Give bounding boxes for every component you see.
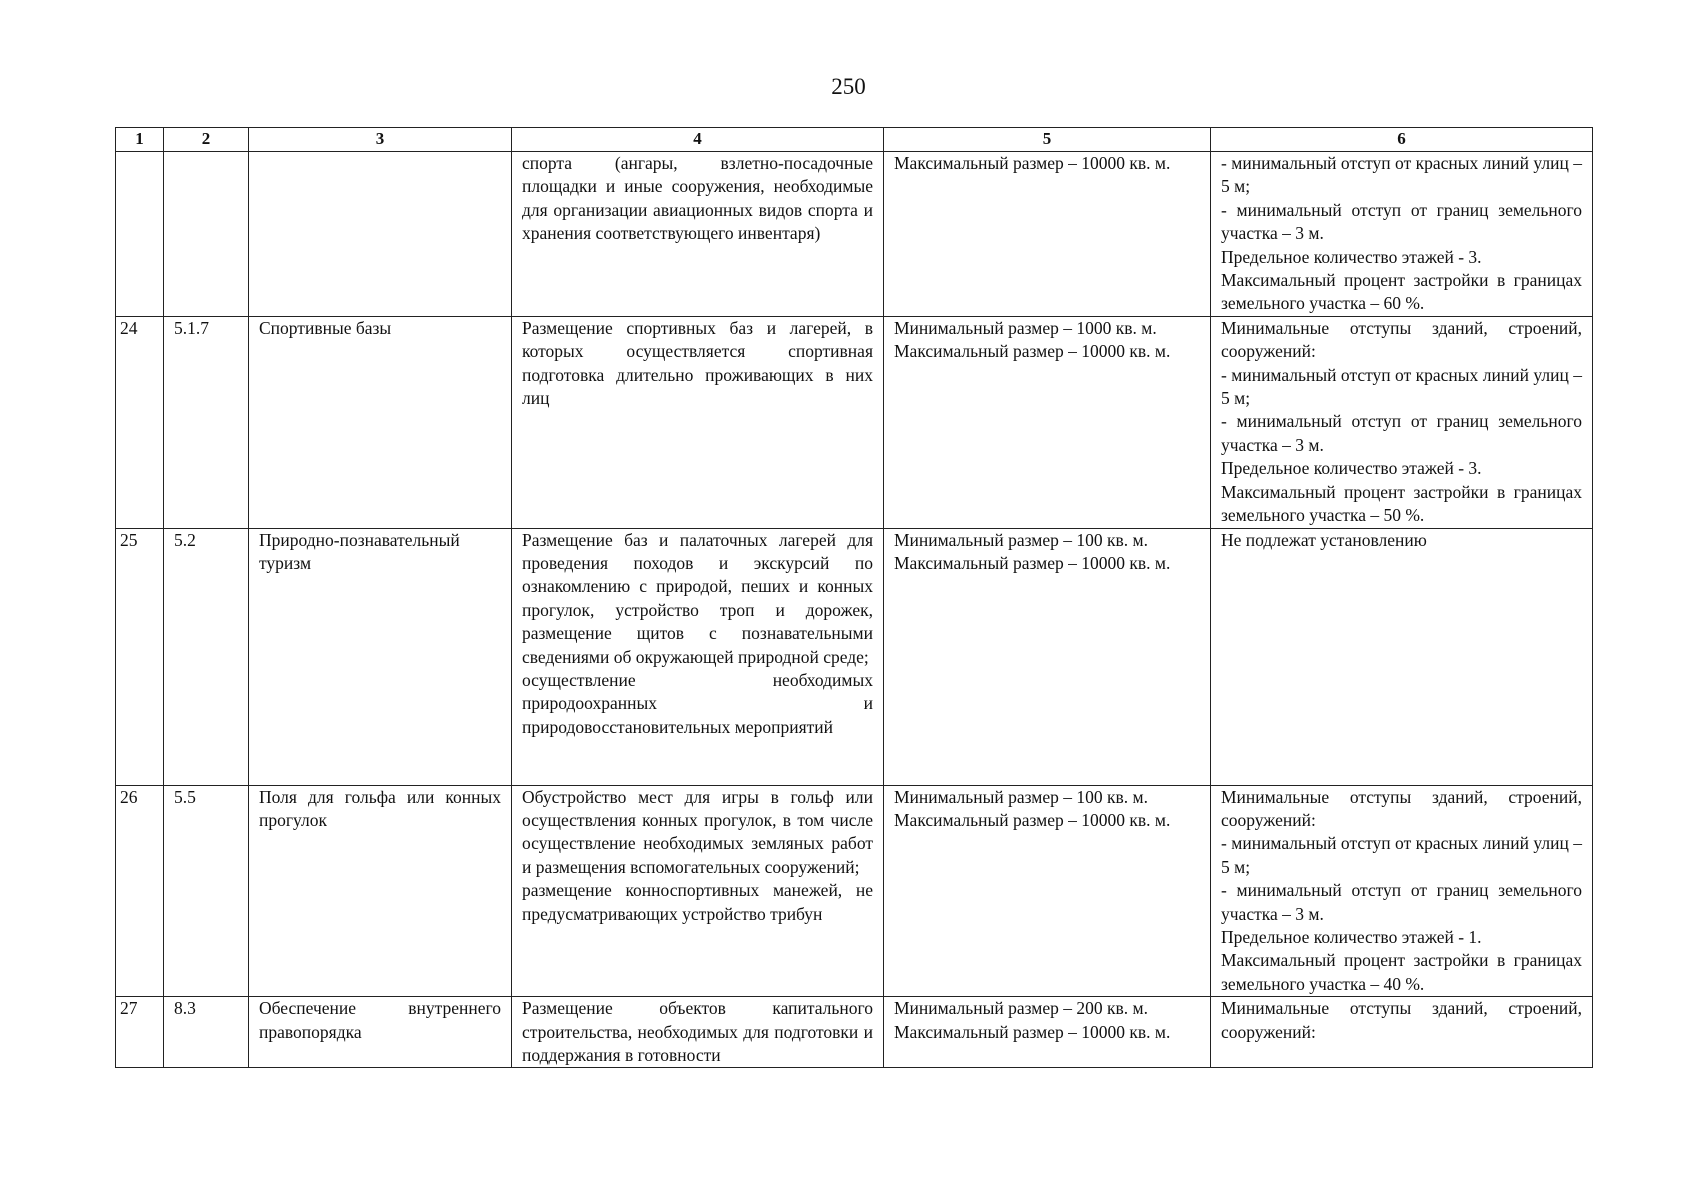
params-line: Минимальные отступы зданий, строений, сооружений: [1221, 998, 1582, 1042]
description-paragraph: Размещение спортивных баз и лагерей, в которых осуществляется спортивная подготовка длительно проживающих в них лиц [522, 317, 873, 409]
params-line: - минимальный отступ от границ земельного участка – 3 м. [1221, 880, 1582, 924]
row-number: 24 [116, 316, 164, 528]
params-line: - минимальный отступ от границ земельного участка – 3 м. [1221, 411, 1582, 455]
params-line: - минимальный отступ от красных линий улиц – 5 м; [1221, 153, 1582, 197]
params-line: Предельное количество этажей - 3. [1221, 246, 1482, 267]
size-line: Минимальный размер – 100 кв. м. [894, 786, 1148, 807]
row-number: 27 [116, 997, 164, 1068]
params-line: Максимальный процент застройки в границах земельного участка – 40 %. [1221, 950, 1582, 994]
params-line: Не подлежат установлению [1221, 529, 1427, 550]
page-number: 250 [831, 74, 866, 99]
row-name: Поля для гольфа или конных прогулок [249, 785, 512, 997]
row-description [512, 528, 884, 785]
row-number: 25 [116, 528, 164, 785]
row-name [249, 152, 512, 317]
row-name: Обеспечение внутреннего правопорядка [249, 997, 512, 1068]
column-header: 4 [512, 128, 884, 152]
row-name: Спортивные базы [249, 316, 512, 528]
row-params [1211, 316, 1593, 528]
row-number [116, 152, 164, 317]
table-row [116, 785, 1593, 997]
row-size [884, 152, 1211, 317]
table-row [116, 316, 1593, 528]
row-description [512, 152, 884, 317]
row-description [512, 997, 884, 1068]
params-line: Предельное количество этажей - 1. [1221, 926, 1482, 947]
table-row [116, 152, 1593, 317]
column-header: 5 [884, 128, 1211, 152]
row-description [512, 316, 884, 528]
table-row [116, 528, 1593, 785]
size-line: Минимальный размер – 200 кв. м. [894, 998, 1148, 1019]
row-size [884, 316, 1211, 528]
row-code: 5.2 [164, 528, 249, 785]
row-size [884, 997, 1211, 1068]
row-params [1211, 152, 1593, 317]
description-paragraph: спорта (ангары, взлетно-посадочные площадки и иные сооружения, необходимые для организации авиационных видов спорта и хранения соответствующего инвентаря) [522, 153, 873, 244]
row-name: Природно-познавательный туризм [249, 528, 512, 785]
row-size [884, 785, 1211, 997]
row-size [884, 528, 1211, 785]
column-header: 6 [1211, 128, 1593, 152]
regulations-table [115, 127, 1593, 1068]
size-line: Минимальный размер – 100 кв. м. [894, 529, 1148, 550]
description-paragraph: Размещение объектов капитального строительства, необходимых для подготовки и поддержания в готовности [522, 998, 873, 1065]
size-line: Максимальный размер – 10000 кв. м. [894, 1021, 1171, 1042]
size-line: Максимальный размер – 10000 кв. м. [894, 809, 1171, 830]
row-params [1211, 528, 1593, 785]
size-line: Максимальный размер – 10000 кв. м. [894, 341, 1171, 362]
params-line: - минимальный отступ от границ земельного участка – 3 м. [1221, 199, 1582, 244]
description-paragraph: Обустройство мест для игры в гольф или осуществления конных прогулок, в том числе осуществление необходимых земляных работ и размещения вспомогательных сооружений; [522, 786, 873, 877]
params-line: Минимальные отступы зданий, строений, сооружений: [1221, 317, 1582, 362]
table-header-row [116, 128, 1593, 152]
row-params [1211, 785, 1593, 997]
size-line: Минимальный размер – 1000 кв. м. [894, 317, 1157, 338]
description-paragraph: осуществление необходимых природоохранных и природовосстановительных мероприятий [522, 669, 873, 737]
params-line: - минимальный отступ от красных линий улиц – 5 м; [1221, 833, 1582, 877]
row-code: 8.3 [164, 997, 249, 1068]
size-line: Максимальный размер – 10000 кв. м. [894, 153, 1171, 173]
params-line: Максимальный процент застройки в границах земельного участка – 60 %. [1221, 270, 1582, 314]
row-code [164, 152, 249, 317]
row-code: 5.1.7 [164, 316, 249, 528]
params-line: Минимальные отступы зданий, строений, сооружений: [1221, 786, 1582, 830]
description-paragraph: Размещение баз и палаточных лагерей для проведения походов и экскурсий по ознакомлению с природой, пеших и конных прогулок, устройство троп и дорожек, размещение щитов с познавательными сведениями об окружающей природной среде; [522, 529, 873, 667]
params-line: Предельное количество этажей - 3. [1221, 458, 1482, 479]
row-code: 5.5 [164, 785, 249, 997]
column-header: 3 [249, 128, 512, 152]
column-header: 2 [164, 128, 249, 152]
row-params [1211, 997, 1593, 1068]
column-header: 1 [116, 128, 164, 152]
row-description [512, 785, 884, 997]
params-line: Максимальный процент застройки в границах земельного участка – 50 %. [1221, 481, 1582, 526]
description-paragraph: размещение конноспортивных манежей, не предусматривающих устройство трибун [522, 880, 873, 924]
params-line: - минимальный отступ от красных линий улиц – 5 м; [1221, 364, 1582, 409]
row-number: 26 [116, 785, 164, 997]
table-row [116, 997, 1593, 1068]
size-line: Максимальный размер – 10000 кв. м. [894, 552, 1171, 573]
